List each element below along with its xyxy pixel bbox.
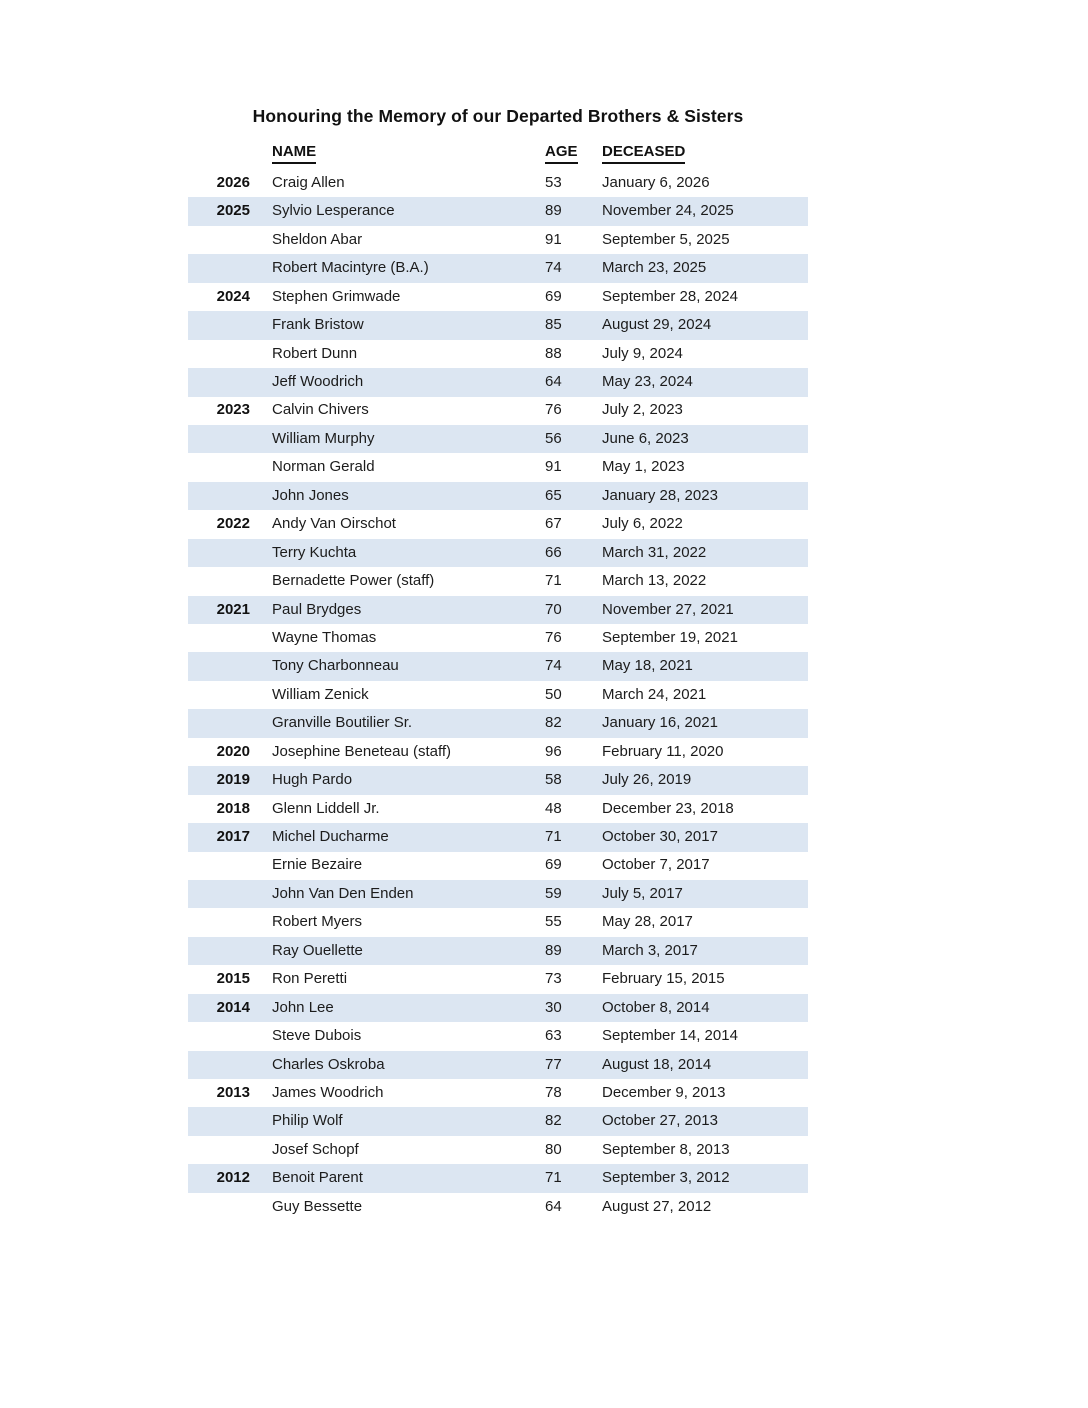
- table-row: [188, 596, 808, 624]
- row-deceased-date: September 19, 2021: [602, 628, 738, 646]
- row-age: 69: [545, 287, 562, 305]
- table-row: [188, 965, 808, 993]
- memorial-table: [188, 139, 808, 1221]
- row-age: 82: [545, 1112, 562, 1130]
- row-name: Benoit Parent: [272, 1169, 363, 1187]
- table-row: [188, 624, 808, 652]
- row-year-label: 2019: [216, 771, 250, 789]
- row-deceased-date: August 18, 2014: [602, 1055, 712, 1073]
- row-deceased-date: March 13, 2022: [602, 572, 707, 590]
- row-deceased-date: January 28, 2023: [602, 486, 718, 504]
- row-name: Ernie Bezaire: [272, 856, 363, 874]
- row-age: 64: [545, 373, 562, 391]
- row-age: 70: [545, 600, 562, 618]
- row-deceased-date: May 18, 2021: [602, 657, 693, 675]
- row-name: John Van Den Enden: [272, 884, 414, 902]
- table-row: [188, 880, 808, 908]
- row-year-label: 2014: [216, 998, 250, 1016]
- row-age: 71: [545, 572, 562, 590]
- row-year-label: 2015: [216, 970, 250, 988]
- row-deceased-date: October 30, 2017: [602, 828, 718, 846]
- row-age: 59: [545, 884, 562, 902]
- row-deceased-date: December 9, 2013: [602, 1083, 726, 1101]
- row-name: Wayne Thomas: [272, 628, 377, 646]
- table-row: [188, 197, 808, 225]
- row-deceased-date: August 29, 2024: [602, 316, 712, 334]
- row-deceased-date: February 11, 2020: [602, 742, 724, 760]
- row-age: 82: [545, 714, 562, 732]
- table-row: [188, 482, 808, 510]
- row-deceased-date: September 3, 2012: [602, 1169, 730, 1187]
- table-row: [188, 397, 808, 425]
- table-row: [188, 823, 808, 851]
- row-age: 76: [545, 628, 562, 646]
- row-age: 71: [545, 1169, 562, 1187]
- row-name: Robert Macintyre (B.A.): [272, 259, 429, 277]
- row-year-label: 2018: [216, 799, 250, 817]
- row-name: Sylvio Lesperance: [272, 202, 395, 220]
- table-row: [188, 1193, 808, 1221]
- row-deceased-date: March 23, 2025: [602, 259, 707, 277]
- row-deceased-date: October 7, 2017: [602, 856, 710, 874]
- row-deceased-date: March 3, 2017: [602, 941, 698, 959]
- row-name: Josef Schopf: [272, 1140, 359, 1158]
- row-year-label: 2024: [216, 287, 250, 305]
- row-age: 71: [545, 828, 562, 846]
- row-name: Ray Ouellette: [272, 941, 363, 959]
- row-name: William Murphy: [272, 429, 375, 447]
- table-row: [188, 709, 808, 737]
- row-name: Robert Myers: [272, 913, 363, 931]
- row-deceased-date: July 6, 2022: [602, 515, 683, 533]
- row-name: Philip Wolf: [272, 1112, 343, 1130]
- row-name: Tony Charbonneau: [272, 657, 399, 675]
- row-deceased-date: February 15, 2015: [602, 970, 725, 988]
- row-age: 67: [545, 515, 562, 533]
- row-year-label: 2017: [216, 828, 250, 846]
- row-age: 30: [545, 998, 562, 1016]
- row-name: Craig Allen: [272, 173, 345, 191]
- row-age: 63: [545, 1027, 562, 1045]
- row-deceased-date: May 28, 2017: [602, 913, 693, 931]
- table-row: [188, 368, 808, 396]
- row-name: Stephen Grimwade: [272, 287, 401, 305]
- row-deceased-date: July 26, 2019: [602, 771, 692, 789]
- row-deceased-date: August 27, 2012: [602, 1197, 712, 1215]
- row-name: Josephine Beneteau (staff): [272, 742, 452, 760]
- row-name: Glenn Liddell Jr.: [272, 799, 380, 817]
- header-deceased-label: DECEASED: [602, 144, 685, 164]
- row-deceased-date: November 24, 2025: [602, 202, 734, 220]
- table-row: [188, 254, 808, 282]
- row-deceased-date: September 5, 2025: [602, 230, 730, 248]
- row-name: Hugh Pardo: [272, 771, 353, 789]
- row-deceased-date: May 1, 2023: [602, 458, 685, 476]
- table-row: [188, 852, 808, 880]
- table-row: [188, 937, 808, 965]
- row-name: Sheldon Abar: [272, 230, 363, 248]
- table-row: [188, 908, 808, 936]
- table-row: [188, 1107, 808, 1135]
- row-deceased-date: September 14, 2014: [602, 1027, 738, 1045]
- row-name: William Zenick: [272, 685, 369, 703]
- row-name: Steve Dubois: [272, 1027, 362, 1045]
- row-age: 66: [545, 543, 562, 561]
- row-name: John Jones: [272, 486, 349, 504]
- row-name: Robert Dunn: [272, 344, 358, 362]
- row-name: Calvin Chivers: [272, 401, 369, 419]
- row-name: John Lee: [272, 998, 334, 1016]
- row-deceased-date: July 2, 2023: [602, 401, 683, 419]
- row-name: Michel Ducharme: [272, 828, 389, 846]
- row-age: 53: [545, 173, 562, 191]
- table-row: [188, 567, 808, 595]
- row-deceased-date: September 28, 2024: [602, 287, 738, 305]
- row-name: Paul Brydges: [272, 600, 362, 618]
- row-age: 58: [545, 771, 562, 789]
- table-row: [188, 766, 808, 794]
- table-row: [188, 795, 808, 823]
- row-age: 88: [545, 344, 562, 362]
- row-name: Norman Gerald: [272, 458, 375, 476]
- row-age: 64: [545, 1197, 562, 1215]
- row-deceased-date: June 6, 2023: [602, 429, 689, 447]
- row-year-label: 2022: [216, 515, 250, 533]
- row-year-label: 2020: [216, 742, 250, 760]
- row-name: James Woodrich: [272, 1083, 384, 1101]
- table-row: [188, 681, 808, 709]
- table-row: [188, 226, 808, 254]
- row-age: 80: [545, 1140, 562, 1158]
- row-age: 77: [545, 1055, 562, 1073]
- table-row: [188, 311, 808, 339]
- row-name: Ron Peretti: [272, 970, 348, 988]
- row-year-label: 2021: [216, 600, 250, 618]
- table-row: [188, 453, 808, 481]
- row-deceased-date: July 5, 2017: [602, 884, 683, 902]
- row-age: 74: [545, 657, 562, 675]
- table-row: [188, 1051, 808, 1079]
- table-row: [188, 1022, 808, 1050]
- row-age: 91: [545, 230, 562, 248]
- header-name-label: NAME: [272, 144, 316, 164]
- row-age: 96: [545, 742, 562, 760]
- row-deceased-date: October 27, 2013: [602, 1112, 718, 1130]
- row-deceased-date: March 31, 2022: [602, 543, 707, 561]
- row-deceased-date: November 27, 2021: [602, 600, 734, 618]
- row-deceased-date: September 8, 2013: [602, 1140, 730, 1158]
- row-deceased-date: March 24, 2021: [602, 685, 707, 703]
- table-row: [188, 1079, 808, 1107]
- row-deceased-date: January 6, 2026: [602, 173, 710, 191]
- page-title: Honouring the Memory of our Departed Brothers & Sisters: [252, 106, 744, 126]
- row-age: 85: [545, 316, 562, 334]
- row-age: 76: [545, 401, 562, 419]
- row-deceased-date: December 23, 2018: [602, 799, 734, 817]
- row-age: 91: [545, 458, 562, 476]
- row-name: Andy Van Oirschot: [272, 515, 396, 533]
- row-age: 55: [545, 913, 562, 931]
- table-row: [188, 340, 808, 368]
- row-deceased-date: October 8, 2014: [602, 998, 710, 1016]
- row-year-label: 2023: [216, 401, 250, 419]
- table-row: [188, 539, 808, 567]
- row-age: 78: [545, 1083, 562, 1101]
- row-year-label: 2013: [216, 1083, 250, 1101]
- header-age: [540, 144, 602, 164]
- table-row: [188, 1136, 808, 1164]
- row-age: 69: [545, 856, 562, 874]
- row-name: Bernadette Power (staff): [272, 572, 435, 590]
- row-age: 74: [545, 259, 562, 277]
- row-deceased-date: May 23, 2024: [602, 373, 693, 391]
- row-year-label: 2026: [216, 173, 250, 191]
- table-row: [188, 169, 808, 197]
- table-row: [188, 652, 808, 680]
- row-age: 89: [545, 941, 562, 959]
- row-name: Terry Kuchta: [272, 543, 357, 561]
- row-age: 50: [545, 685, 562, 703]
- row-name: Guy Bessette: [272, 1197, 363, 1215]
- row-age: 65: [545, 486, 562, 504]
- document-content: [188, 106, 808, 1221]
- table-row: [188, 510, 808, 538]
- table-row: [188, 1164, 808, 1192]
- table-row: [188, 994, 808, 1022]
- table-row: [188, 738, 808, 766]
- row-name: Granville Boutilier Sr.: [272, 714, 413, 732]
- row-age: 73: [545, 970, 562, 988]
- header-deceased: [602, 144, 808, 164]
- row-age: 48: [545, 799, 562, 817]
- row-deceased-date: July 9, 2024: [602, 344, 683, 362]
- row-name: Charles Oskroba: [272, 1055, 385, 1073]
- row-name: Jeff Woodrich: [272, 373, 364, 391]
- table-row: [188, 283, 808, 311]
- table-header-row: [188, 139, 808, 169]
- row-name: Frank Bristow: [272, 316, 364, 334]
- header-name: [272, 144, 540, 164]
- row-year-label: 2012: [216, 1169, 250, 1187]
- header-age-label: AGE: [545, 144, 578, 164]
- row-age: 89: [545, 202, 562, 220]
- row-year-label: 2025: [216, 202, 250, 220]
- row-age: 56: [545, 429, 562, 447]
- table-row: [188, 425, 808, 453]
- row-deceased-date: January 16, 2021: [602, 714, 718, 732]
